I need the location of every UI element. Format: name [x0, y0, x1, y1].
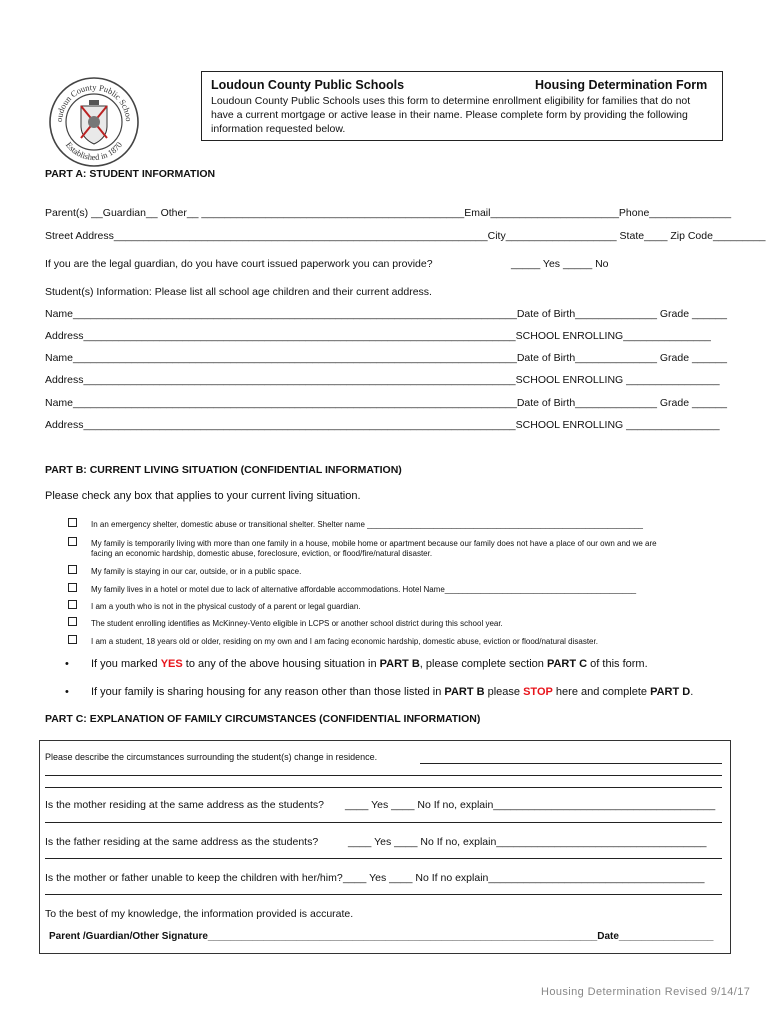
option-shelter-checkbox[interactable]	[68, 518, 77, 527]
svg-text:Established in 1870: Established in 1870	[63, 139, 125, 163]
option-adult-student-label: I am a student, 18 years old or older, residing on my own and I am facing economic hardship, domestic abuse, eviction or flood/natural disaster.	[91, 637, 598, 646]
option-car-outside-checkbox[interactable]	[68, 565, 77, 574]
unable-question: Is the mother or father unable to keep the children with her/him?	[45, 872, 343, 884]
option-unaccompanied-youth-label: I am a youth who is not in the physical custody of a parent or legal guardian.	[91, 602, 361, 611]
describe-line-2[interactable]	[45, 775, 722, 776]
unable-answer[interactable]: ____ Yes ____ No If no explain_____________________________________	[343, 872, 705, 884]
school-seal-logo	[48, 76, 140, 168]
street-address-line[interactable]: Street Address________________________________________________________________City___________________ State____ Zip Code_________	[45, 230, 766, 242]
bullet-dot-1: •	[65, 658, 69, 670]
bullet-stop-instruction: If your family is sharing housing for any reason other than those listed in PART B please STOP here and complete PART D.	[91, 686, 694, 698]
describe-line-3[interactable]	[45, 787, 722, 788]
svg-text:Loudoun County Public Schools: oudoun County Public Schoo	[53, 81, 135, 123]
father-answer[interactable]: ____ Yes ____ No If no, explain____________________________________	[348, 836, 707, 848]
guardian-yes-no[interactable]: _____ Yes _____ No	[511, 258, 609, 270]
form-title: Housing Determination Form	[535, 78, 708, 92]
org-title: Loudoun County Public Schools	[211, 78, 405, 92]
father-explain-line[interactable]	[45, 858, 722, 859]
form-description: Loudoun County Public Schools uses this form to determine enrollment eligibility for families that do not have a current mortgage or active lease in their name. Please complete form by providing the following information requested below.	[211, 95, 691, 135]
students-intro: Student(s) Information: Please list all school age children and their current address.	[45, 286, 432, 298]
unable-explain-line[interactable]	[45, 894, 722, 895]
option-mckinney-vento-label: The student enrolling identifies as McKinney-Vento eligible in LCPS or another school district during this school year.	[91, 619, 503, 628]
describe-line-1[interactable]	[420, 763, 722, 764]
option-hotel-checkbox[interactable]	[68, 583, 77, 592]
option-mckinney-vento-checkbox[interactable]	[68, 617, 77, 626]
option-shared-housing-checkbox[interactable]	[68, 537, 77, 546]
part-b-heading: PART B: CURRENT LIVING SITUATION (CONFIDENTIAL INFORMATION)	[45, 464, 402, 476]
part-a-heading: PART A: STUDENT INFORMATION	[45, 168, 216, 180]
bullet-yes-instruction: If you marked YES to any of the above housing situation in PART B, please complete section PART C of this form.	[91, 658, 648, 670]
part-c-heading: PART C: EXPLANATION OF FAMILY CIRCUMSTANCES (CONFIDENTIAL INFORMATION)	[45, 713, 481, 725]
mother-question: Is the mother residing at the same address as the students?	[45, 799, 324, 811]
mother-explain-line[interactable]	[45, 822, 722, 823]
student-3-name-line[interactable]: Name____________________________________________________________________________Date of Birth______________ Grade ______	[45, 397, 727, 409]
describe-circumstances-label: Please describe the circumstances surrounding the student(s) change in residence.	[45, 752, 378, 762]
guardian-question: If you are the legal guardian, do you have court issued paperwork you can provide?	[45, 258, 433, 270]
student-1-name-line[interactable]: Name____________________________________________________________________________Date of Birth______________ Grade ______	[45, 308, 727, 320]
student-1-address-line[interactable]: Address__________________________________________________________________________SCHOOL ENROLLING_______________	[45, 330, 711, 342]
form-header	[201, 71, 723, 141]
certify-statement: To the best of my knowledge, the information provided is accurate.	[45, 908, 354, 920]
signature-date-line[interactable]: Parent /Guardian/Other Signature______________________________________________________________________Date_________________	[49, 931, 714, 942]
option-car-outside-label: My family is staying in our car, outside, or in a public space.	[91, 567, 302, 576]
option-shared-housing-label: My family is temporarily living with more than one family in a house, mobile home or apartment because our family does not have a place of our own and we are	[91, 539, 657, 548]
option-unaccompanied-youth-checkbox[interactable]	[68, 600, 77, 609]
option-shelter-label: In an emergency shelter, domestic abuse or transitional shelter. Shelter name ______________________________________________________________	[91, 520, 643, 529]
option-shared-housing-label-line2: facing an economic hardship, domestic abuse, foreclosure, eviction, or flood/fire/natural disaster.	[91, 549, 433, 558]
footer-revision: Housing Determination Revised 9/14/17	[541, 986, 751, 998]
option-hotel-label: My family lives in a hotel or motel due to lack of alternative affordable accommodations. Hotel Name___________________________________________	[91, 585, 637, 594]
part-b-instruction: Please check any box that applies to your current living situation.	[45, 490, 361, 502]
parent-contact-line[interactable]: Parent(s) __Guardian__ Other__ _____________________________________________Email______________________Phone______________	[45, 207, 732, 219]
student-3-address-line[interactable]: Address__________________________________________________________________________SCHOOL ENROLLING ________________	[45, 419, 720, 431]
student-2-address-line[interactable]: Address__________________________________________________________________________SCHOOL ENROLLING ________________	[45, 374, 720, 386]
mother-answer[interactable]: ____ Yes ____ No If no, explain______________________________________	[345, 799, 716, 811]
option-adult-student-checkbox[interactable]	[68, 635, 77, 644]
father-question: Is the father residing at the same address as the students?	[45, 836, 319, 848]
student-2-name-line[interactable]: Name____________________________________________________________________________Date of Birth______________ Grade ______	[45, 352, 727, 364]
bullet-dot-2: •	[65, 686, 69, 698]
